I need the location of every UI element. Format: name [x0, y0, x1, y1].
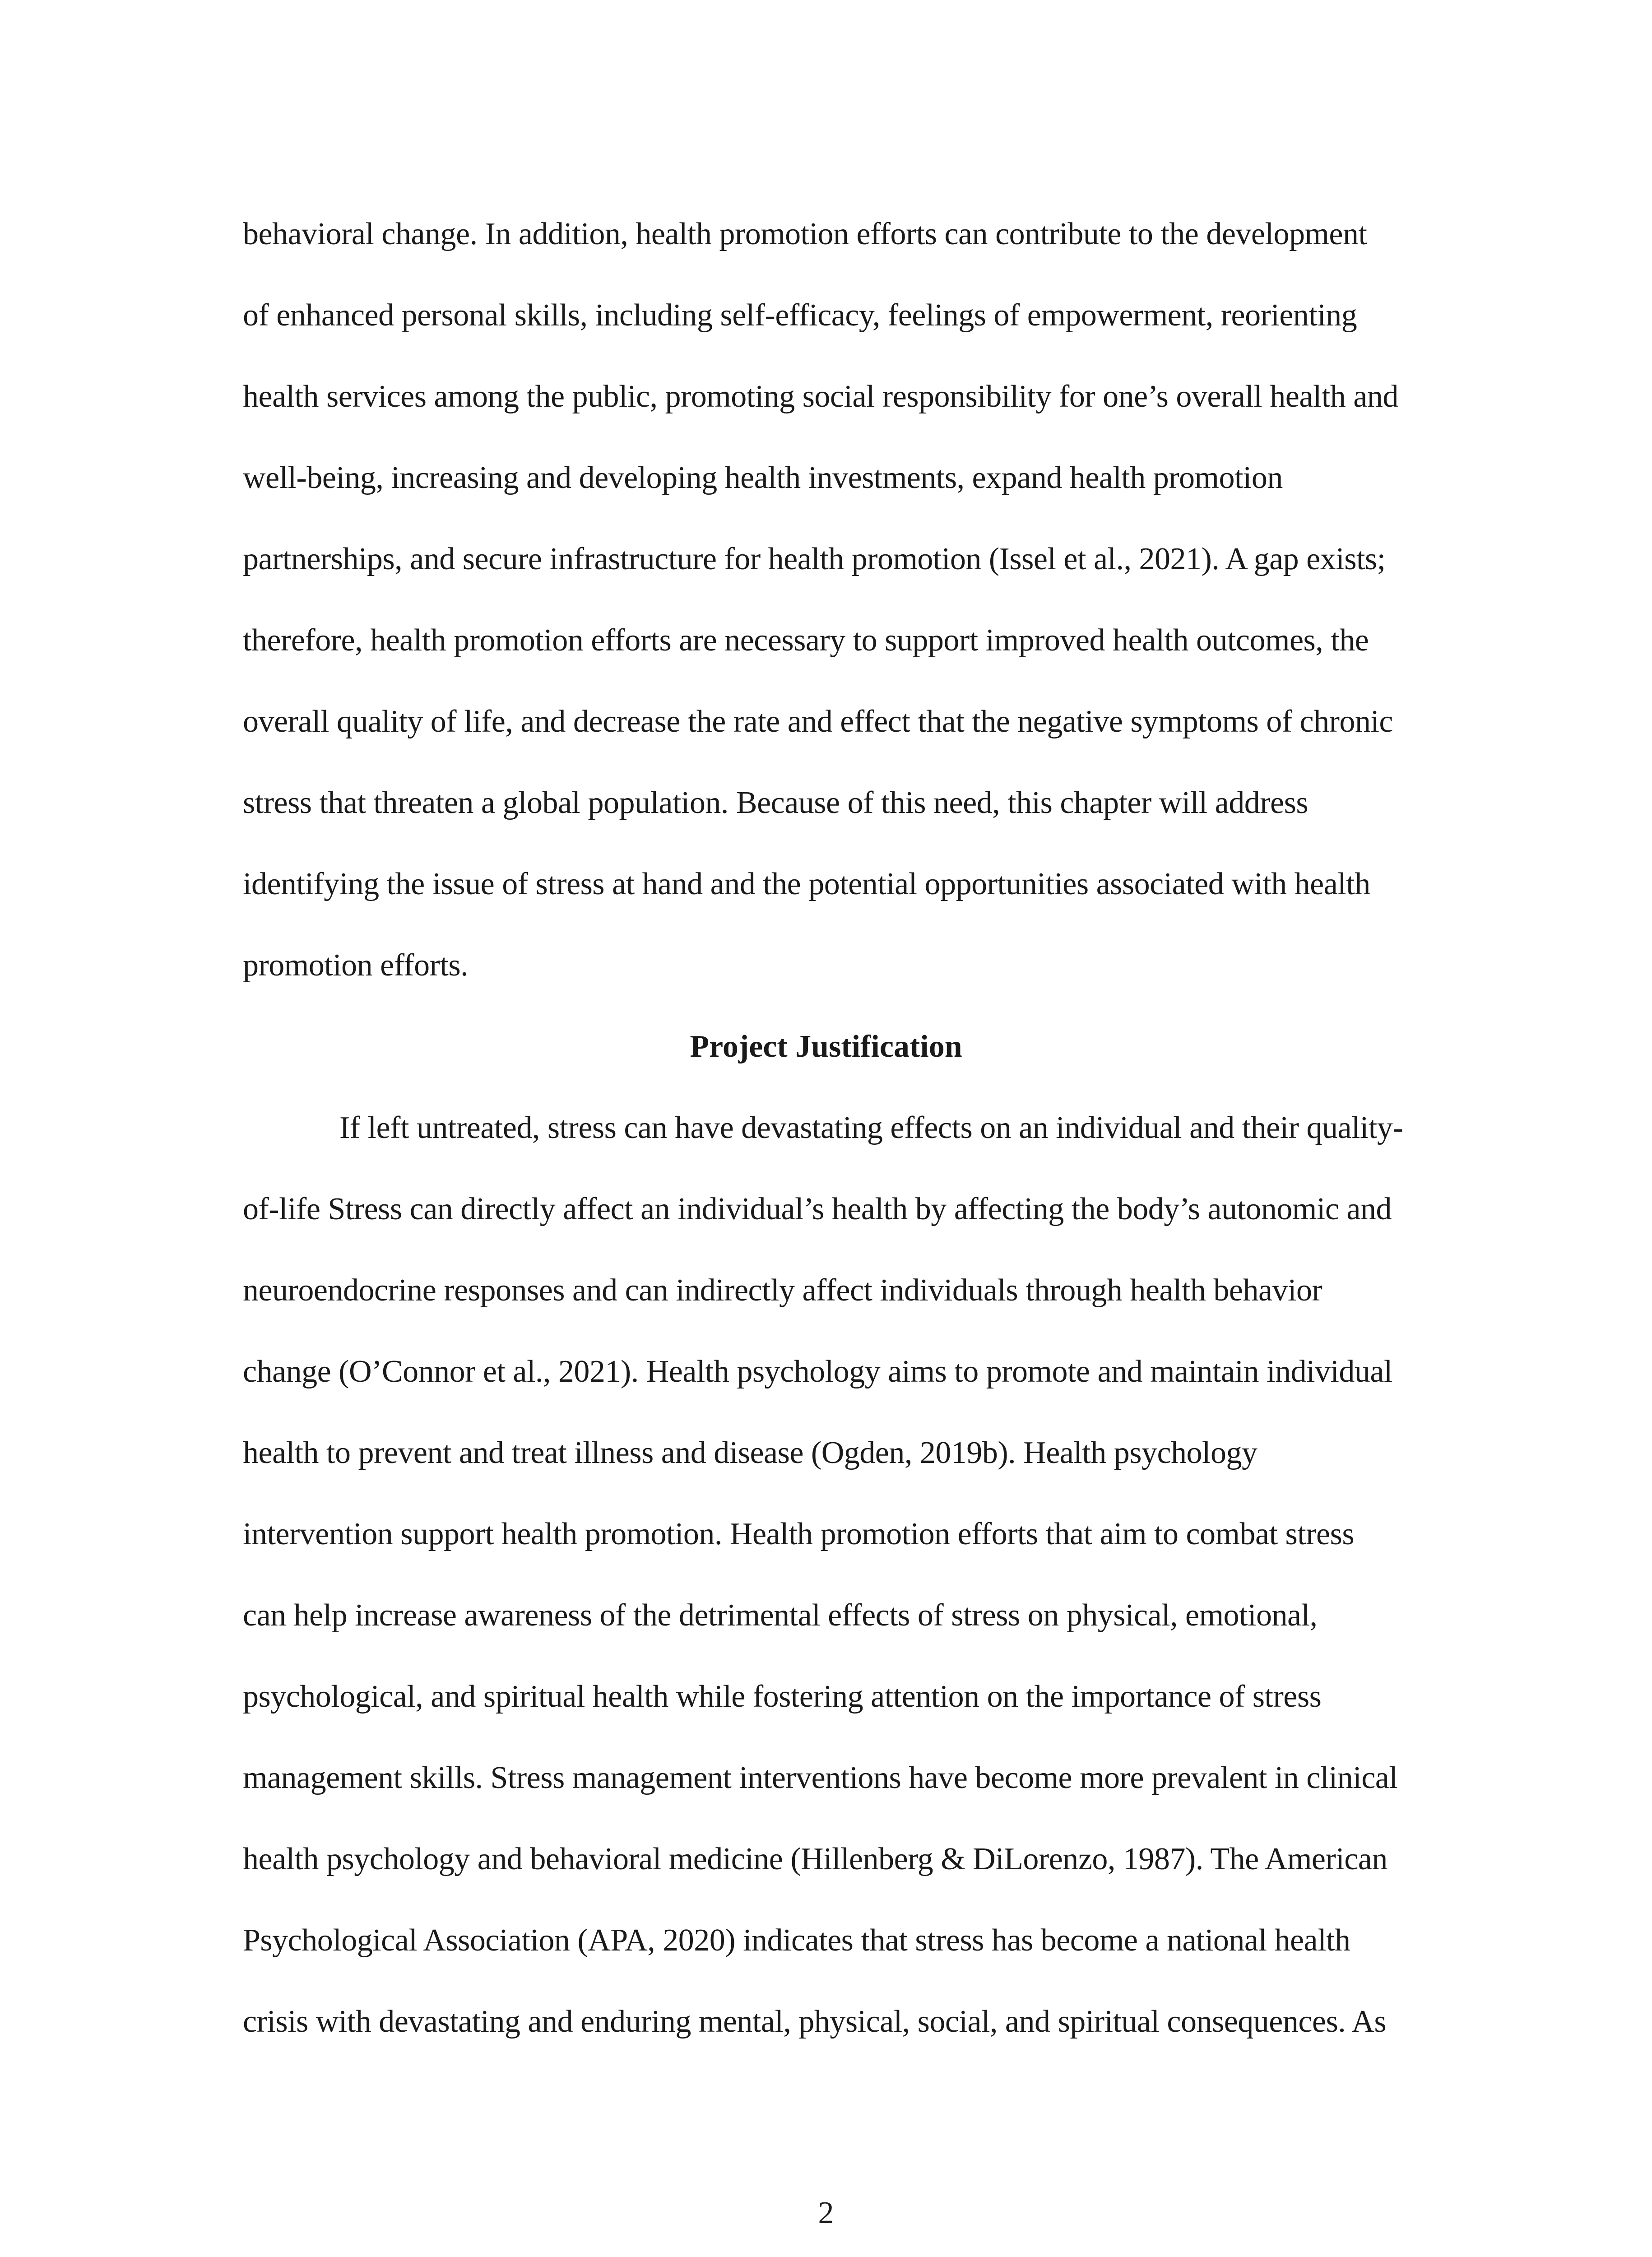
section-heading: Project Justification — [690, 1029, 962, 1064]
body-text-line: promotion efforts. — [243, 948, 469, 983]
body-text-line: neuroendocrine responses and can indirectly affect individuals through health behavior — [243, 1273, 1323, 1308]
body-text-line: health to prevent and treat illness and disease (Ogden, 2019b). Health psychology — [243, 1435, 1258, 1470]
body-text-line: behavioral change. In addition, health promotion efforts can contribute to the development — [243, 217, 1367, 251]
body-text-line: intervention support health promotion. Health promotion efforts that aim to combat stress — [243, 1517, 1355, 1551]
body-text-line: psychological, and spiritual health while fostering attention on the importance of stress — [243, 1679, 1322, 1714]
body-text-line: Psychological Association (APA, 2020) indicates that stress has become a national health — [243, 1923, 1350, 1958]
body-text-line: health services among the public, promoting social responsibility for one’s overall health and — [243, 379, 1398, 414]
body-text-line: crisis with devastating and enduring mental, physical, social, and spiritual consequences. As — [243, 2004, 1387, 2039]
body-text-line: change (O’Connor et al., 2021). Health psychology aims to promote and maintain individual — [243, 1354, 1392, 1389]
body-text-line: management skills. Stress management interventions have become more prevalent in clinical — [243, 1760, 1398, 1795]
body-text-line: of-life Stress can directly affect an individual’s health by affecting the body’s autonomic and — [243, 1192, 1392, 1226]
body-text-line: of enhanced personal skills, including self-efficacy, feelings of empowerment, reorienting — [243, 298, 1357, 333]
body-text-line: health psychology and behavioral medicine (Hillenberg & DiLorenzo, 1987). The American — [243, 1842, 1387, 1876]
page-number: 2 — [818, 2196, 834, 2230]
body-text-line: therefore, health promotion efforts are necessary to support improved health outcomes, the — [243, 623, 1369, 658]
body-text-line: well-being, increasing and developing health investments, expand health promotion — [243, 460, 1283, 495]
body-text-line: overall quality of life, and decrease the rate and effect that the negative symptoms of chronic — [243, 704, 1393, 739]
body-text-line: can help increase awareness of the detrimental effects of stress on physical, emotional, — [243, 1598, 1318, 1633]
body-text-line: If left untreated, stress can have devastating effects on an individual and their quality- — [339, 1110, 1403, 1145]
body-text-line: identifying the issue of stress at hand and the potential opportunities associated with health — [243, 867, 1370, 901]
body-text-line: partnerships, and secure infrastructure for health promotion (Issel et al., 2021). A gap exists; — [243, 542, 1386, 576]
body-text-line: stress that threaten a global population. Because of this need, this chapter will address — [243, 785, 1309, 820]
